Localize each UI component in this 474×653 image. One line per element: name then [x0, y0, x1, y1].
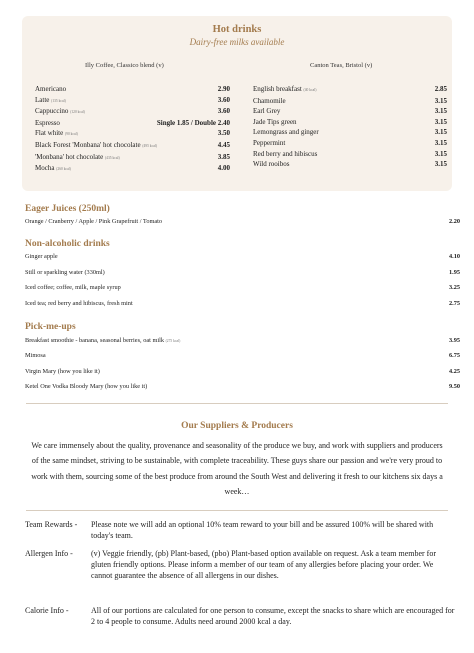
info-label: Allergen Info - — [25, 549, 73, 558]
item-kcal: (275 kcal) — [165, 339, 181, 343]
item-kcal: (260 kcal) — [56, 167, 71, 172]
item-price: 2.90 — [217, 85, 230, 93]
item-name-group — [25, 368, 100, 375]
item-name: Iced tea; red berry and hibiscus, fresh mint — [25, 299, 133, 307]
item-kcal: (135 kcal) — [51, 98, 66, 103]
item-price: 1.95 — [448, 268, 460, 276]
item-name: Black Forest 'Monbana' hot chocolate — [35, 140, 141, 149]
item-price: 3.15 — [434, 149, 447, 158]
item-name: Jade Tips green — [253, 117, 297, 126]
menu-item — [253, 149, 447, 160]
hot-drinks-subtitle: Dairy-free milks available — [189, 37, 285, 47]
item-name-group — [253, 84, 316, 96]
item-name: Mocha — [35, 164, 55, 173]
item-price: 3.15 — [434, 138, 447, 147]
menu-item — [25, 253, 460, 260]
item-price-group — [218, 152, 230, 164]
item-price-group — [218, 84, 230, 95]
menu-item — [35, 84, 230, 95]
info-text: (v) Veggie friendly, (pb) Plant-based, (pbo) Plant-based option available on request. Ask a team member for gluten friendly options. Please inform a member of our team of any allergies before placing your order. We cannot guarantee the absence of all allergens in our dishes. — [91, 549, 437, 580]
item-price: 3.95 — [448, 337, 460, 344]
coffee-column-header: Illy Coffee, Classico blend (v) — [85, 62, 164, 69]
item-kcal: (40 kcal) — [303, 88, 317, 92]
menu-item — [35, 106, 230, 118]
item-kcal: (90 kcal) — [64, 132, 78, 137]
item-name-group — [25, 253, 58, 260]
item-name: Latte — [35, 95, 50, 104]
item-name-group — [25, 218, 162, 225]
menu-item — [253, 106, 447, 117]
item-name-group — [253, 96, 286, 107]
suppliers-text: We care immensely about the quality, provenance and seasonality of the produce we buy, and work with suppliers and producers of the same mindset, striving to be sustainable, with complete traceability. These guys share our passion and we're very proud to work with them, sourcing some of the best produce from around the South West and delivering it fresh to our kitchens six days a week… — [31, 441, 443, 497]
menu-item — [35, 140, 230, 152]
menu-item — [25, 269, 460, 276]
item-name: Still or sparkling water (330ml) — [25, 268, 105, 276]
item-price: 4.10 — [448, 253, 460, 260]
item-name-group — [253, 127, 319, 138]
calorie-info — [25, 605, 455, 627]
item-price-group — [218, 128, 230, 140]
item-name: Breakfast smoothie - banana, seasonal berries, oat milk — [25, 337, 165, 344]
item-name: Mimosa — [25, 352, 46, 360]
item-price: 9.50 — [448, 382, 460, 390]
item-name-group — [25, 337, 180, 344]
item-price-group — [218, 106, 230, 118]
item-name-group — [253, 106, 280, 117]
item-price: 2.40 — [217, 118, 230, 127]
menu-item — [253, 117, 447, 128]
item-name: Peppermint — [253, 138, 286, 147]
section-divider — [26, 403, 448, 404]
item-name-group — [35, 140, 157, 152]
menu-item — [25, 300, 460, 307]
info-text: Please note we will add an optional 10% team reward to your bill and be assured 100% will be shared with today's team. — [91, 520, 434, 540]
item-price: 6.75 — [448, 352, 460, 360]
item-price: 2.85 — [434, 85, 447, 93]
menu-item — [35, 118, 230, 129]
item-name-group — [253, 159, 289, 170]
item-name: Chamomile — [253, 96, 286, 105]
item-price-group — [157, 118, 230, 129]
item-price: 3.50 — [217, 129, 230, 138]
item-kcal: (120 kcal) — [70, 110, 85, 115]
tea-column-header: Canton Teas, Bristol (v) — [310, 62, 373, 69]
menu-item — [253, 96, 447, 107]
item-name-group — [253, 117, 297, 128]
item-name: Iced coffee; coffee, milk, maple syrup — [25, 284, 121, 291]
item-name: English breakfast — [253, 85, 302, 93]
menu-item — [25, 284, 460, 291]
non-alcoholic-title: Non-alcoholic drinks — [25, 239, 110, 249]
item-price-group — [218, 95, 230, 107]
menu-item — [253, 127, 447, 138]
item-name: Orange / Cranberry / Apple / Pink Grapefruit / Tomato — [25, 218, 163, 225]
info-divider — [26, 510, 448, 511]
menu-item — [25, 352, 460, 359]
item-price: 3.15 — [434, 160, 447, 169]
item-name-group — [25, 383, 147, 390]
item-name: Cappuccino — [35, 107, 69, 116]
item-name: Earl Grey — [253, 107, 281, 116]
item-name-group — [35, 95, 66, 107]
item-name-group — [35, 128, 78, 140]
menu-item — [35, 163, 230, 175]
item-name-group — [35, 84, 66, 95]
item-name-group — [35, 106, 85, 118]
info-label: Calorie Info - — [25, 606, 69, 615]
item-price: 3.15 — [434, 107, 447, 116]
item-name: Lemongrass and ginger — [253, 128, 319, 137]
item-name-group — [25, 269, 105, 276]
item-price: 3.15 — [434, 96, 447, 105]
item-price: 2.20 — [448, 218, 460, 225]
item-price-group — [218, 140, 230, 152]
item-name: Virgin Mary (how you like it) — [25, 367, 100, 375]
item-name-group — [25, 352, 46, 359]
item-price: 3.85 — [217, 152, 230, 161]
item-price: 4.25 — [448, 367, 460, 375]
item-name-group — [25, 300, 133, 307]
item-name: 'Monbana' hot chocolate — [35, 152, 104, 161]
allergen-info — [25, 548, 455, 581]
item-name: Americano — [35, 85, 67, 93]
item-price: 3.60 — [217, 107, 230, 116]
menu-item — [35, 128, 230, 140]
eager-juices-title: Eager Juices (250ml) — [25, 204, 110, 214]
item-name-group — [253, 138, 285, 149]
menu-item — [253, 159, 447, 170]
item-name: Red berry and hibiscus — [253, 149, 318, 158]
item-name-group — [35, 118, 60, 129]
item-price-group — [218, 163, 230, 175]
coffee-list — [35, 84, 230, 175]
menu-item — [25, 368, 460, 375]
item-price: 4.00 — [217, 164, 230, 173]
suppliers-title: Our Suppliers & Producers — [181, 421, 293, 431]
info-label: Team Rewards - — [25, 520, 78, 529]
menu-item — [253, 84, 447, 96]
item-name: Flat white — [35, 129, 64, 138]
item-name: Wild rooibos — [253, 160, 290, 169]
team-rewards-info — [25, 519, 455, 541]
item-price: 3.60 — [217, 95, 230, 104]
item-name: Ginger apple — [25, 253, 58, 260]
item-kcal: (495 kcal) — [142, 143, 157, 148]
item-name-group — [25, 284, 121, 291]
item-price-option: Single 1.85 / Double — [156, 118, 216, 127]
menu-item — [253, 138, 447, 149]
hot-drinks-title: Hot drinks — [212, 24, 262, 35]
item-price: 3.25 — [448, 284, 460, 291]
item-price: 3.15 — [434, 128, 447, 137]
item-price: 4.45 — [217, 140, 230, 149]
item-name: Espresso — [35, 118, 60, 127]
tea-list — [253, 84, 447, 170]
menu-item — [35, 152, 230, 164]
menu-item — [25, 218, 460, 225]
item-name: Ketel One Vodka Bloody Mary (how you like it) — [25, 382, 148, 390]
item-kcal: (435 kcal) — [104, 155, 120, 160]
item-name-group — [35, 163, 71, 175]
menu-item — [25, 383, 460, 390]
item-name-group — [253, 149, 317, 160]
item-name-group — [35, 152, 120, 164]
item-price: 2.75 — [448, 299, 460, 307]
menu-item — [25, 337, 460, 344]
item-price: 3.15 — [434, 117, 447, 126]
info-text: All of our portions are calculated for one person to consume, except the snacks to share which are encouraged for 2 to 4 people to consume. Adults need around 2000 kcal a day. — [91, 606, 455, 626]
menu-item — [35, 95, 230, 107]
pick-me-ups-title: Pick-me-ups — [25, 322, 76, 332]
